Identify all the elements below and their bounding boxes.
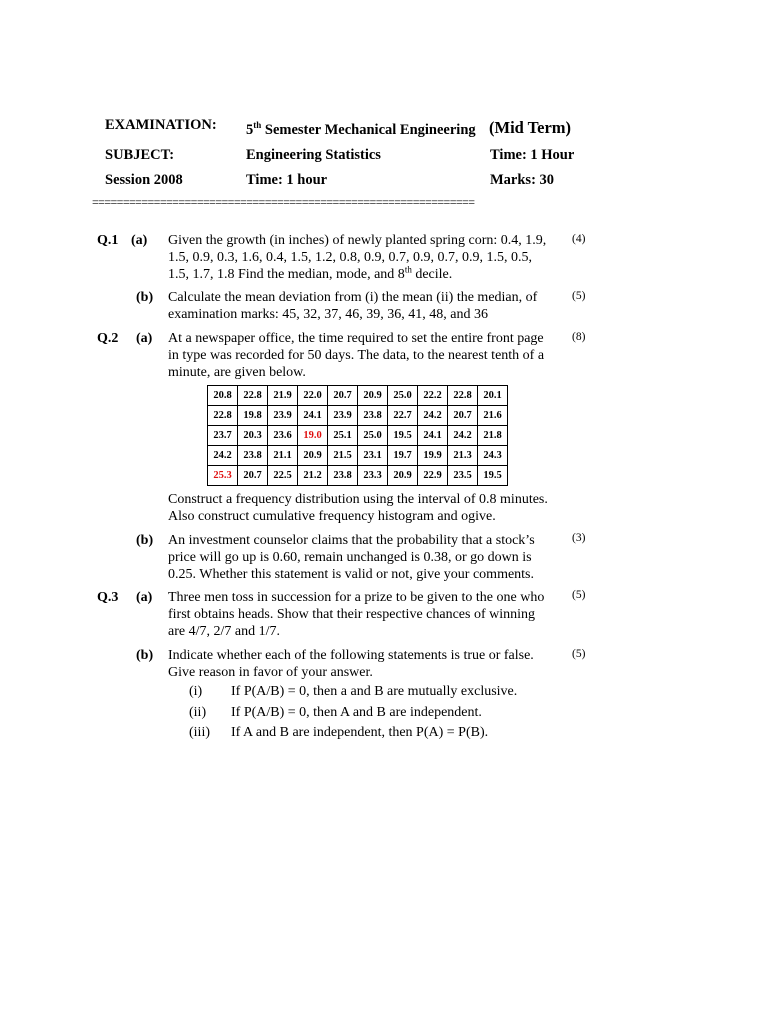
- table-cell: 24.1: [418, 426, 448, 446]
- q2-b-text: [168, 532, 560, 583]
- q3-item-text: If P(A/B) = 0, then a and B are mutually exclusive.: [231, 684, 518, 699]
- q2-b-line: 0.25. Whether this statement is valid or not, give your comments.: [168, 567, 535, 582]
- q3-a-line: Three men toss in succession for a prize to be given to the one who: [168, 590, 545, 605]
- table-cell: 21.9: [268, 386, 298, 406]
- semester-ordinal: 5: [246, 121, 254, 138]
- q1-b-marks: (5): [572, 290, 586, 302]
- table-cell: 22.8: [208, 406, 238, 426]
- time-left: Time: 1 hour: [246, 172, 328, 188]
- table-cell: 20.9: [358, 386, 388, 406]
- table-cell: 24.3: [478, 446, 508, 466]
- table-cell: 21.5: [328, 446, 358, 466]
- q1-b-line: examination marks: 45, 32, 37, 46, 39, 36, 41, 48, and 36: [168, 307, 489, 322]
- q1-a-line: 1.5, 0.9, 0.3, 1.6, 0.4, 1.5, 1.2, 0.8, 0.9, 0.7, 0.9, 0.7, 0.9, 1.5, 0.5,: [168, 250, 532, 265]
- q3-item-number: (ii): [189, 705, 207, 720]
- q2-a-line: in type was recorded for 50 days. The data, to the nearest tenth of a: [168, 348, 545, 363]
- q2-b-marks: (3): [572, 532, 586, 544]
- q3-a-label: (a): [136, 590, 153, 605]
- table-cell: 20.1: [478, 386, 508, 406]
- subject-label: SUBJECT:: [105, 147, 175, 163]
- table-row: [208, 446, 508, 466]
- q2-b-line: price will go up is 0.60, remain unchanged is 0.38, or go down is: [168, 550, 532, 565]
- q2-number: Q.2: [97, 331, 119, 346]
- q1-a-line-post: decile.: [411, 267, 453, 282]
- table-cell: 22.7: [388, 406, 418, 426]
- table-cell: 20.3: [238, 426, 268, 446]
- table-cell: 23.6: [268, 426, 298, 446]
- q1-b-text: [168, 289, 560, 323]
- table-cell: 21.3: [448, 446, 478, 466]
- table-cell: 19.5: [478, 466, 508, 486]
- q1-a-marks: (4): [572, 233, 586, 245]
- table-row: [208, 386, 508, 406]
- q1-a-line-pre: 1.5, 1.7, 1.8 Find the median, mode, and 8: [168, 267, 405, 282]
- table-row: [208, 466, 508, 486]
- table-cell: 21.6: [478, 406, 508, 426]
- q2-a-line: minute, are given below.: [168, 365, 306, 380]
- table-cell: 23.9: [328, 406, 358, 426]
- table-cell: 20.9: [388, 466, 418, 486]
- q3-a-line: first obtains heads. Show that their respective chances of winning: [168, 607, 536, 622]
- table-cell: 20.8: [208, 386, 238, 406]
- table-cell: 22.5: [268, 466, 298, 486]
- table-cell: 23.1: [358, 446, 388, 466]
- table-cell: 24.2: [448, 426, 478, 446]
- table-cell: 23.8: [358, 406, 388, 426]
- q3-b-line: Give reason in favor of your answer.: [168, 665, 373, 680]
- subject-name: Engineering Statistics: [246, 147, 381, 163]
- table-cell: 19.8: [238, 406, 268, 426]
- semester-title: [246, 120, 476, 139]
- q1-number: Q.1: [97, 233, 119, 248]
- q3-item-number: (i): [189, 684, 203, 699]
- table-cell: 23.8: [238, 446, 268, 466]
- table-cell: 25.3: [208, 466, 238, 486]
- table-cell: 22.9: [418, 466, 448, 486]
- table-cell: 19.7: [388, 446, 418, 466]
- table-cell: 24.2: [208, 446, 238, 466]
- table-row: [208, 406, 508, 426]
- table-cell: 23.3: [358, 466, 388, 486]
- q1-b-label: (b): [136, 290, 154, 305]
- q3-b-label: (b): [136, 648, 154, 663]
- q3-item-text: If P(A/B) = 0, then A and B are independent.: [231, 705, 482, 720]
- q3-b-text: [168, 647, 560, 681]
- table-cell: 19.0: [298, 426, 328, 446]
- q2-a-instruction-line: Also construct cumulative frequency histogram and ogive.: [168, 509, 496, 524]
- q3-number: Q.3: [97, 590, 119, 605]
- table-cell: 19.9: [418, 446, 448, 466]
- term-label: (Mid Term): [489, 118, 572, 137]
- marks-total: Marks: 30: [490, 172, 555, 188]
- q3-b-marks: (5): [572, 648, 586, 660]
- q1-a-superscript: th: [404, 264, 412, 275]
- q2-a-instructions: [168, 491, 560, 525]
- q1-a-label: (a): [131, 233, 148, 248]
- q2-a-label: (a): [136, 331, 153, 346]
- q2-a-text: [168, 330, 560, 381]
- semester-superscript: th: [253, 120, 262, 130]
- table-row: [208, 426, 508, 446]
- q1-a-line: [168, 266, 560, 283]
- table-cell: 21.8: [478, 426, 508, 446]
- q2-b-label: (b): [136, 533, 154, 548]
- q1-a-text: [168, 232, 560, 283]
- table-cell: 25.0: [388, 386, 418, 406]
- q3-b-line: Indicate whether each of the following statements is true or false.: [168, 648, 534, 663]
- table-cell: 19.5: [388, 426, 418, 446]
- q3-a-line: are 4/7, 2/7 and 1/7.: [168, 624, 280, 639]
- q2-b-line: An investment counselor claims that the probability that a stock’s: [168, 533, 535, 548]
- table-cell: 20.7: [448, 406, 478, 426]
- table-cell: 23.9: [268, 406, 298, 426]
- q2-a-instruction-line: Construct a frequency distribution using the interval of 0.8 minutes.: [168, 492, 548, 507]
- q3-a-text: [168, 589, 560, 640]
- table-cell: 22.8: [238, 386, 268, 406]
- q1-b-line: Calculate the mean deviation from (i) the mean (ii) the median, of: [168, 290, 538, 305]
- header-rule: ==============================================================: [92, 195, 475, 209]
- table-cell: 22.2: [418, 386, 448, 406]
- q3-a-marks: (5): [572, 589, 586, 601]
- table-cell: 20.7: [328, 386, 358, 406]
- q3-item-text: If A and B are independent, then P(A) = P(B).: [231, 725, 489, 740]
- table-cell: 21.1: [268, 446, 298, 466]
- q1-a-line: Given the growth (in inches) of newly planted spring corn: 0.4, 1.9,: [168, 233, 547, 248]
- table-cell: 22.8: [448, 386, 478, 406]
- table-cell: 24.1: [298, 406, 328, 426]
- table-cell: 25.0: [358, 426, 388, 446]
- table-cell: 23.7: [208, 426, 238, 446]
- table-cell: 22.0: [298, 386, 328, 406]
- exam-label: EXAMINATION:: [105, 117, 217, 133]
- table-cell: 21.2: [298, 466, 328, 486]
- table-cell: 23.5: [448, 466, 478, 486]
- table-cell: 24.2: [418, 406, 448, 426]
- table-cell: 20.9: [298, 446, 328, 466]
- session-label: Session 2008: [105, 172, 183, 188]
- q3-item-number: (iii): [189, 725, 210, 740]
- semester-text: Semester Mechanical Engineering: [261, 121, 476, 138]
- q2-a-line: At a newspaper office, the time required to set the entire front page: [168, 331, 544, 346]
- time-right: Time: 1 Hour: [490, 147, 575, 163]
- table-cell: 25.1: [328, 426, 358, 446]
- data-table: [207, 385, 508, 486]
- table-cell: 20.7: [238, 466, 268, 486]
- q2-a-marks: (8): [572, 331, 586, 343]
- table-cell: 23.8: [328, 466, 358, 486]
